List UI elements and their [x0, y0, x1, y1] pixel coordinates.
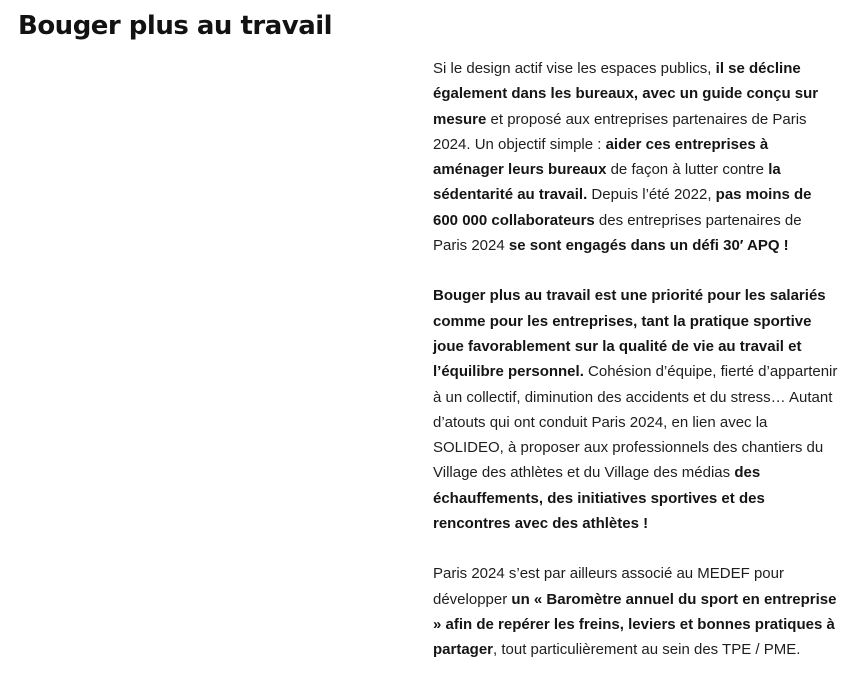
text-segment-bold: pas moins de 600 000 collaborateurs: [433, 186, 812, 229]
page-title: Bouger plus au travail: [18, 11, 333, 41]
paragraph-medef: [433, 561, 839, 662]
text-segment-bold: la sédentarité au travail.: [433, 161, 781, 204]
text-segment: des entreprises partenaires de Paris 2024: [433, 211, 802, 255]
text-segment-bold: un « Baromètre annuel du sport en entreprise » afin de repérer les freins, leviers et bonnes pratiques à partager: [433, 590, 837, 659]
paragraph-priorite: [433, 283, 839, 536]
text-segment-bold: il se décline également dans les bureaux, avec un guide conçu sur mesure: [433, 60, 819, 128]
text-segment-bold: Bouger plus au travail est une priorité pour les salariés comme pour les entreprises, tant la pratique sportive joue favorablement sur la qualité de vie au travail et l’équilibre personnel.: [433, 287, 826, 381]
paragraph-design-actif: [433, 56, 839, 258]
text-segment: Si le design actif vise les espaces publics,: [433, 60, 716, 77]
text-segment: , tout particulièrement au sein des TPE / PME.: [493, 641, 801, 659]
text-segment: Cohésion d’équipe, fierté d’appartenir à un collectif, diminution des accidents et du stress… Autant d’atouts qui ont conduit Paris 2024, en lien avec la SOLIDEO, à proposer aux professionnels des chantiers du Village des athlètes et du Village des médias: [433, 363, 838, 482]
text-segment: Paris 2024 s’est par ailleurs associé au MEDEF pour développer: [433, 565, 784, 608]
text-segment: de façon à lutter contre: [606, 161, 769, 179]
article-body: [433, 56, 839, 663]
text-segment: Depuis l’été 2022,: [587, 186, 716, 204]
text-segment: et proposé aux entreprises partenaires de Paris 2024. Un objectif simple :: [433, 110, 807, 153]
text-segment-bold: aider ces entreprises à aménager leurs bureaux: [433, 135, 769, 179]
text-segment-bold: des échauffements, des initiatives sportives et des rencontres avec des athlètes !: [433, 464, 765, 533]
text-segment-bold: se sont engagés dans un défi 30′ APQ !: [508, 237, 789, 255]
